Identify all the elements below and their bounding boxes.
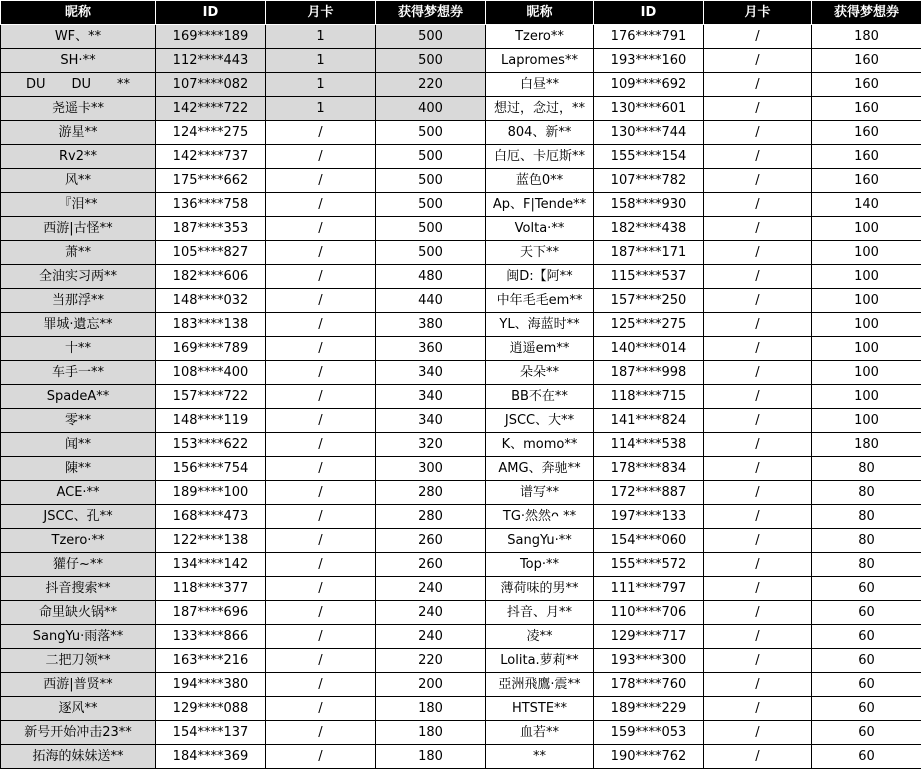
- monthly-card-cell-right: /: [704, 745, 812, 769]
- nickname-cell: 命里缺火锅**: [1, 601, 156, 625]
- id-cell-right: 109****692: [594, 73, 704, 97]
- coupons-cell-right: 60: [812, 673, 921, 697]
- monthly-card-cell-right: /: [704, 49, 812, 73]
- nickname-cell-right: 逍遥em**: [486, 337, 594, 361]
- coupons-cell-right: 100: [812, 217, 921, 241]
- table-row: [1, 289, 921, 313]
- monthly-card-cell-right: /: [704, 313, 812, 337]
- table-row: [1, 481, 921, 505]
- id-cell-right: 130****601: [594, 97, 704, 121]
- nickname-cell-right: 抖音、月**: [486, 601, 594, 625]
- nickname-cell-right: 闽D:【阿**: [486, 265, 594, 289]
- monthly-card-cell: 1: [266, 49, 376, 73]
- nickname-cell-right: Top·**: [486, 553, 594, 577]
- monthly-card-cell: /: [266, 553, 376, 577]
- coupons-cell: 180: [376, 697, 486, 721]
- nickname-cell-right: Volta·**: [486, 217, 594, 241]
- coupons-cell: 480: [376, 265, 486, 289]
- coupons-cell-right: 80: [812, 457, 921, 481]
- id-cell-right: 155****154: [594, 145, 704, 169]
- monthly-card-cell: /: [266, 649, 376, 673]
- coupons-cell-right: 160: [812, 97, 921, 121]
- nickname-cell-right: 凌**: [486, 625, 594, 649]
- id-cell: 154****137: [156, 721, 266, 745]
- coupons-cell-right: 80: [812, 505, 921, 529]
- coupons-cell: 200: [376, 673, 486, 697]
- header-coupons: 获得梦想券: [376, 1, 486, 25]
- header-nickname: 昵称: [1, 1, 156, 25]
- id-cell-right: 110****706: [594, 601, 704, 625]
- monthly-card-cell-right: /: [704, 481, 812, 505]
- header-id: ID: [156, 1, 266, 25]
- monthly-card-cell: /: [266, 625, 376, 649]
- monthly-card-cell: /: [266, 745, 376, 769]
- id-cell-right: 176****791: [594, 25, 704, 49]
- table-row: [1, 649, 921, 673]
- nickname-cell: 逐风**: [1, 697, 156, 721]
- coupons-cell-right: 160: [812, 121, 921, 145]
- monthly-card-cell: /: [266, 217, 376, 241]
- id-cell-right: 189****229: [594, 697, 704, 721]
- nickname-cell: 游星**: [1, 121, 156, 145]
- id-cell: 133****866: [156, 625, 266, 649]
- nickname-cell-right: 白厄、卡厄斯**: [486, 145, 594, 169]
- coupons-cell: 400: [376, 97, 486, 121]
- nickname-cell-right: JSCC、大**: [486, 409, 594, 433]
- monthly-card-cell: /: [266, 145, 376, 169]
- monthly-card-cell-right: /: [704, 337, 812, 361]
- coupons-cell-right: 100: [812, 361, 921, 385]
- monthly-card-cell-right: /: [704, 649, 812, 673]
- header-row: [1, 1, 921, 25]
- coupons-cell: 440: [376, 289, 486, 313]
- coupons-cell-right: 160: [812, 73, 921, 97]
- table-row: [1, 385, 921, 409]
- coupons-cell-right: 100: [812, 385, 921, 409]
- id-cell-right: 111****797: [594, 577, 704, 601]
- nickname-cell: 闻**: [1, 433, 156, 457]
- coupons-cell: 220: [376, 73, 486, 97]
- nickname-cell: 西游|普贤**: [1, 673, 156, 697]
- header-coupons-right: 获得梦想券: [812, 1, 921, 25]
- nickname-cell: 拓海的妹妹送**: [1, 745, 156, 769]
- monthly-card-cell: /: [266, 193, 376, 217]
- table-row: [1, 673, 921, 697]
- coupons-cell-right: 180: [812, 433, 921, 457]
- nickname-cell: 车手一**: [1, 361, 156, 385]
- nickname-cell: 『泪**: [1, 193, 156, 217]
- coupons-cell-right: 100: [812, 289, 921, 313]
- nickname-cell: 新号开始冲击23**: [1, 721, 156, 745]
- monthly-card-cell-right: /: [704, 97, 812, 121]
- nickname-cell-right: 薄荷味的男**: [486, 577, 594, 601]
- header-monthly-card: 月卡: [266, 1, 376, 25]
- table-row: [1, 313, 921, 337]
- header-monthly-card-right: 月卡: [704, 1, 812, 25]
- header-id-right: ID: [594, 1, 704, 25]
- id-cell-right: 197****133: [594, 505, 704, 529]
- id-cell: 182****606: [156, 265, 266, 289]
- monthly-card-cell-right: /: [704, 121, 812, 145]
- table-row: [1, 697, 921, 721]
- id-cell: 142****737: [156, 145, 266, 169]
- nickname-cell-right: HTSTE**: [486, 697, 594, 721]
- table-row: [1, 217, 921, 241]
- id-cell-right: 157****250: [594, 289, 704, 313]
- nickname-cell-right: 血若**: [486, 721, 594, 745]
- coupons-cell-right: 100: [812, 241, 921, 265]
- table-row: [1, 25, 921, 49]
- monthly-card-cell-right: /: [704, 385, 812, 409]
- id-cell-right: 178****760: [594, 673, 704, 697]
- id-cell-right: 114****538: [594, 433, 704, 457]
- monthly-card-cell: /: [266, 505, 376, 529]
- monthly-card-cell: /: [266, 697, 376, 721]
- monthly-card-cell: /: [266, 385, 376, 409]
- table-row: [1, 529, 921, 553]
- monthly-card-cell: /: [266, 433, 376, 457]
- nickname-cell: ACE·**: [1, 481, 156, 505]
- coupons-cell-right: 180: [812, 25, 921, 49]
- nickname-cell: JSCC、孔**: [1, 505, 156, 529]
- monthly-card-cell: /: [266, 577, 376, 601]
- id-cell: 175****662: [156, 169, 266, 193]
- monthly-card-cell-right: /: [704, 577, 812, 601]
- nickname-cell: SH·**: [1, 49, 156, 73]
- monthly-card-cell-right: /: [704, 73, 812, 97]
- id-cell-right: 187****998: [594, 361, 704, 385]
- monthly-card-cell-right: /: [704, 673, 812, 697]
- coupons-cell: 300: [376, 457, 486, 481]
- monthly-card-cell: /: [266, 529, 376, 553]
- nickname-cell-right: Lapromes**: [486, 49, 594, 73]
- monthly-card-cell-right: /: [704, 169, 812, 193]
- coupons-cell: 500: [376, 145, 486, 169]
- coupons-cell-right: 80: [812, 481, 921, 505]
- id-cell: 129****088: [156, 697, 266, 721]
- nickname-cell: 零**: [1, 409, 156, 433]
- id-cell: 148****032: [156, 289, 266, 313]
- id-cell-right: 125****275: [594, 313, 704, 337]
- monthly-card-cell: /: [266, 481, 376, 505]
- table-row: [1, 145, 921, 169]
- coupons-cell: 180: [376, 745, 486, 769]
- coupons-cell-right: 60: [812, 601, 921, 625]
- monthly-card-cell-right: /: [704, 217, 812, 241]
- nickname-cell: 全油实习两**: [1, 265, 156, 289]
- monthly-card-cell-right: /: [704, 241, 812, 265]
- id-cell: 148****119: [156, 409, 266, 433]
- coupons-cell-right: 60: [812, 721, 921, 745]
- table-row: [1, 265, 921, 289]
- coupons-cell-right: 160: [812, 145, 921, 169]
- monthly-card-cell-right: /: [704, 457, 812, 481]
- monthly-card-cell: /: [266, 673, 376, 697]
- id-cell-right: 193****160: [594, 49, 704, 73]
- nickname-cell: WF、**: [1, 25, 156, 49]
- coupons-cell: 180: [376, 721, 486, 745]
- monthly-card-cell: /: [266, 337, 376, 361]
- coupons-cell: 340: [376, 385, 486, 409]
- nickname-cell: DU DU **: [1, 73, 156, 97]
- coupons-cell: 380: [376, 313, 486, 337]
- coupons-cell-right: 80: [812, 553, 921, 577]
- coupons-cell: 500: [376, 193, 486, 217]
- id-cell-right: 154****060: [594, 529, 704, 553]
- coupons-cell: 260: [376, 529, 486, 553]
- nickname-cell: Rv2**: [1, 145, 156, 169]
- id-cell-right: 158****930: [594, 193, 704, 217]
- coupons-cell-right: 60: [812, 745, 921, 769]
- coupons-cell-right: 100: [812, 337, 921, 361]
- id-cell: 108****400: [156, 361, 266, 385]
- id-cell: 124****275: [156, 121, 266, 145]
- table-row: [1, 577, 921, 601]
- nickname-cell-right: TG·然然ᴖ **: [486, 505, 594, 529]
- nickname-cell: 獾仔~**: [1, 553, 156, 577]
- coupons-cell: 500: [376, 241, 486, 265]
- monthly-card-cell-right: /: [704, 409, 812, 433]
- nickname-cell-right: 804、新**: [486, 121, 594, 145]
- monthly-card-cell-right: /: [704, 721, 812, 745]
- id-cell: 189****100: [156, 481, 266, 505]
- table-row: [1, 337, 921, 361]
- id-cell: 134****142: [156, 553, 266, 577]
- nickname-cell-right: K、momo**: [486, 433, 594, 457]
- nickname-cell-right: Ap、F|Tende**: [486, 193, 594, 217]
- nickname-cell-right: 谱写**: [486, 481, 594, 505]
- monthly-card-cell: /: [266, 169, 376, 193]
- id-cell-right: 129****717: [594, 625, 704, 649]
- nickname-cell-right: 朵朵**: [486, 361, 594, 385]
- table-row: [1, 553, 921, 577]
- table-row: [1, 193, 921, 217]
- coupons-cell: 260: [376, 553, 486, 577]
- coupons-cell: 500: [376, 49, 486, 73]
- coupons-cell: 220: [376, 649, 486, 673]
- monthly-card-cell-right: /: [704, 601, 812, 625]
- monthly-card-cell: /: [266, 361, 376, 385]
- table-row: [1, 505, 921, 529]
- monthly-card-cell-right: /: [704, 145, 812, 169]
- id-cell-right: 193****300: [594, 649, 704, 673]
- coupons-cell-right: 60: [812, 697, 921, 721]
- nickname-cell-right: AMG、奔驰**: [486, 457, 594, 481]
- monthly-card-cell-right: /: [704, 553, 812, 577]
- monthly-card-cell-right: /: [704, 697, 812, 721]
- monthly-card-cell-right: /: [704, 529, 812, 553]
- monthly-card-cell-right: /: [704, 193, 812, 217]
- table-row: [1, 169, 921, 193]
- nickname-cell-right: **: [486, 745, 594, 769]
- table-row: [1, 97, 921, 121]
- table-row: [1, 457, 921, 481]
- monthly-card-cell: 1: [266, 73, 376, 97]
- id-cell: 168****473: [156, 505, 266, 529]
- table-row: [1, 745, 921, 769]
- table-row: [1, 601, 921, 625]
- monthly-card-cell: /: [266, 601, 376, 625]
- id-cell-right: 159****053: [594, 721, 704, 745]
- nickname-cell: 二把刀领**: [1, 649, 156, 673]
- monthly-card-cell: /: [266, 289, 376, 313]
- id-cell: 157****722: [156, 385, 266, 409]
- id-cell-right: 141****824: [594, 409, 704, 433]
- coupons-cell-right: 60: [812, 649, 921, 673]
- coupons-cell: 340: [376, 361, 486, 385]
- nickname-cell-right: YL、海蓝时**: [486, 313, 594, 337]
- nickname-cell: 西游|古怪**: [1, 217, 156, 241]
- monthly-card-cell: /: [266, 457, 376, 481]
- nickname-cell-right: 天下**: [486, 241, 594, 265]
- nickname-cell: 当那浮**: [1, 289, 156, 313]
- coupons-cell-right: 140: [812, 193, 921, 217]
- monthly-card-cell-right: /: [704, 265, 812, 289]
- coupons-cell: 500: [376, 121, 486, 145]
- monthly-card-cell: /: [266, 265, 376, 289]
- coupons-cell: 320: [376, 433, 486, 457]
- monthly-card-cell-right: /: [704, 505, 812, 529]
- id-cell: 163****216: [156, 649, 266, 673]
- table-row: [1, 241, 921, 265]
- coupons-cell: 280: [376, 505, 486, 529]
- id-cell: 187****353: [156, 217, 266, 241]
- coupons-cell: 240: [376, 577, 486, 601]
- coupons-cell: 360: [376, 337, 486, 361]
- nickname-cell-right: 蓝色0**: [486, 169, 594, 193]
- coupons-cell-right: 100: [812, 313, 921, 337]
- table-row: [1, 433, 921, 457]
- monthly-card-cell-right: /: [704, 433, 812, 457]
- coupons-cell-right: 60: [812, 577, 921, 601]
- id-cell-right: 130****744: [594, 121, 704, 145]
- coupons-cell-right: 100: [812, 265, 921, 289]
- coupons-cell-right: 60: [812, 625, 921, 649]
- coupons-cell: 240: [376, 625, 486, 649]
- nickname-cell: 罪城·遺忘**: [1, 313, 156, 337]
- table-row: [1, 409, 921, 433]
- table-body: [1, 25, 921, 769]
- nickname-cell: SpadeA**: [1, 385, 156, 409]
- nickname-cell-right: 中年毛毛em**: [486, 289, 594, 313]
- nickname-cell-right: Lolita.萝莉**: [486, 649, 594, 673]
- id-cell-right: 118****715: [594, 385, 704, 409]
- id-cell: 187****696: [156, 601, 266, 625]
- id-cell-right: 155****572: [594, 553, 704, 577]
- coupons-cell: 500: [376, 25, 486, 49]
- coupons-cell: 500: [376, 169, 486, 193]
- id-cell: 122****138: [156, 529, 266, 553]
- table-row: [1, 625, 921, 649]
- nickname-cell-right: Tzero**: [486, 25, 594, 49]
- nickname-cell: 尧遥卡**: [1, 97, 156, 121]
- id-cell: 169****789: [156, 337, 266, 361]
- id-cell-right: 107****782: [594, 169, 704, 193]
- id-cell-right: 182****438: [594, 217, 704, 241]
- id-cell: 183****138: [156, 313, 266, 337]
- id-cell-right: 187****171: [594, 241, 704, 265]
- nickname-cell-right: BB不在**: [486, 385, 594, 409]
- id-cell: 153****622: [156, 433, 266, 457]
- table-row: [1, 121, 921, 145]
- table-row: [1, 721, 921, 745]
- nickname-cell: 萧**: [1, 241, 156, 265]
- nickname-cell-right: 想过，念过，**: [486, 97, 594, 121]
- coupons-cell-right: 80: [812, 529, 921, 553]
- nickname-cell-right: 白昼**: [486, 73, 594, 97]
- coupons-cell-right: 160: [812, 169, 921, 193]
- id-cell-right: 140****014: [594, 337, 704, 361]
- monthly-card-cell-right: /: [704, 361, 812, 385]
- nickname-cell: 陳**: [1, 457, 156, 481]
- id-cell-right: 190****762: [594, 745, 704, 769]
- nickname-cell: SangYu·雨落**: [1, 625, 156, 649]
- monthly-card-cell: /: [266, 241, 376, 265]
- id-cell-right: 115****537: [594, 265, 704, 289]
- coupons-cell: 280: [376, 481, 486, 505]
- nickname-cell: 抖音搜索**: [1, 577, 156, 601]
- id-cell: 107****082: [156, 73, 266, 97]
- id-cell: 184****369: [156, 745, 266, 769]
- coupons-cell-right: 100: [812, 409, 921, 433]
- header-nickname-right: 昵称: [486, 1, 594, 25]
- nickname-cell: 十**: [1, 337, 156, 361]
- coupons-cell-right: 160: [812, 49, 921, 73]
- monthly-card-cell: /: [266, 313, 376, 337]
- id-cell: 136****758: [156, 193, 266, 217]
- nickname-cell-right: SangYu·**: [486, 529, 594, 553]
- monthly-card-cell: 1: [266, 97, 376, 121]
- coupons-cell: 500: [376, 217, 486, 241]
- monthly-card-cell: 1: [266, 25, 376, 49]
- nickname-cell: Tzero·**: [1, 529, 156, 553]
- table-row: [1, 49, 921, 73]
- id-cell: 169****189: [156, 25, 266, 49]
- id-cell: 105****827: [156, 241, 266, 265]
- coupons-cell: 240: [376, 601, 486, 625]
- coupons-cell: 340: [376, 409, 486, 433]
- monthly-card-cell-right: /: [704, 25, 812, 49]
- monthly-card-cell: /: [266, 409, 376, 433]
- id-cell-right: 172****887: [594, 481, 704, 505]
- id-cell: 156****754: [156, 457, 266, 481]
- table-row: [1, 73, 921, 97]
- id-cell: 118****377: [156, 577, 266, 601]
- id-cell: 194****380: [156, 673, 266, 697]
- monthly-card-cell: /: [266, 121, 376, 145]
- table-row: [1, 361, 921, 385]
- nickname-cell-right: 亞洲飛鷹·震**: [486, 673, 594, 697]
- monthly-card-cell: /: [266, 721, 376, 745]
- id-cell: 112****443: [156, 49, 266, 73]
- id-cell: 142****722: [156, 97, 266, 121]
- monthly-card-cell-right: /: [704, 289, 812, 313]
- id-cell-right: 178****834: [594, 457, 704, 481]
- monthly-card-cell-right: /: [704, 625, 812, 649]
- nickname-cell: 风**: [1, 169, 156, 193]
